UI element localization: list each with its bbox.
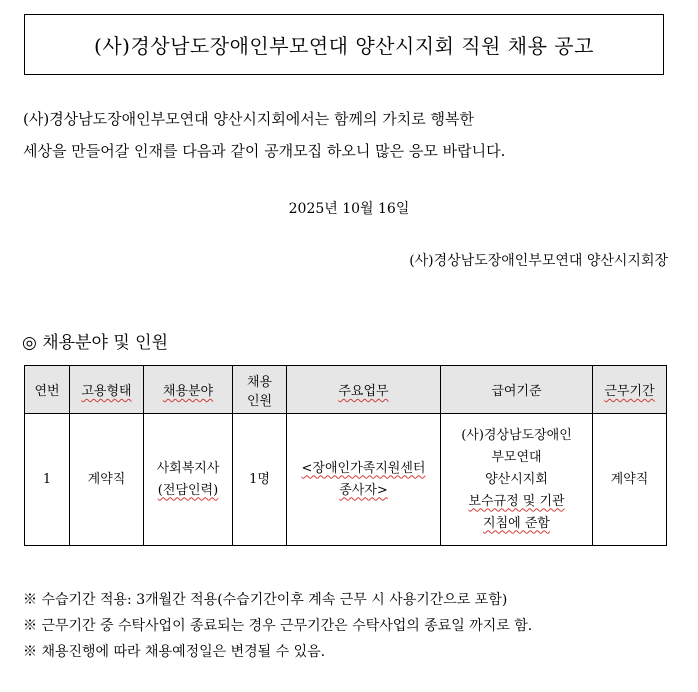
cell-duty: <장애인가족지원센터 종사자> [287, 414, 441, 546]
table-header-row [25, 366, 667, 414]
header-type: 고용형태 [70, 366, 144, 414]
note-item: ※ 근무기간 중 수탁사업이 종료되는 경우 근무기간은 수탁사업의 종료일 까지로 함. [23, 618, 533, 634]
cell-pay: (사)경상남도장애인 부모연대 양산시지회 보수규정 및 기관 지침에 준함 [441, 414, 593, 546]
cell-count: 1명 [233, 414, 287, 546]
header-period: 근무기간 [593, 366, 667, 414]
cell-period: 계약직 [593, 414, 667, 546]
intro-line-1: (사)경상남도장애인부모연대 양산시지회에서는 함께의 가치로 행복한 [23, 110, 474, 128]
table-row [25, 414, 667, 546]
header-field: 채용분야 [144, 366, 233, 414]
intro-line-2: 세상을 만들어갈 인재를 다음과 같이 공개모집 하오니 많은 응모 바랍니다. [23, 142, 506, 160]
note-item: ※ 채용진행에 따라 채용예정일은 변경될 수 있음. [23, 644, 326, 660]
page-title: (사)경상남도장애인부모연대 양산시지회 직원 채용 공고 [94, 34, 594, 58]
cell-type: 계약직 [70, 414, 144, 546]
cell-no: 1 [25, 414, 70, 546]
header-count: 채용 인원 [233, 366, 287, 414]
header-pay: 급여기준 [441, 366, 593, 414]
announcement-date: 2025년 10월 16일 [288, 201, 410, 217]
title-box [24, 14, 664, 75]
cell-field: 사회복지사 (전담인력) [144, 414, 233, 546]
header-no: 연번 [25, 366, 70, 414]
signer: (사)경상남도장애인부모연대 양산시지회장 [409, 253, 668, 269]
notes [23, 587, 532, 665]
note-item: ※ 수습기간 적용: 3개월간 적용(수습기간이후 계속 근무 시 사용기간으로 포함) [23, 592, 508, 608]
section-heading: ◎ 채용분야 및 인원 [22, 333, 168, 353]
header-duty: 주요업무 [287, 366, 441, 414]
intro-paragraph [23, 103, 673, 167]
recruitment-table [24, 365, 667, 546]
